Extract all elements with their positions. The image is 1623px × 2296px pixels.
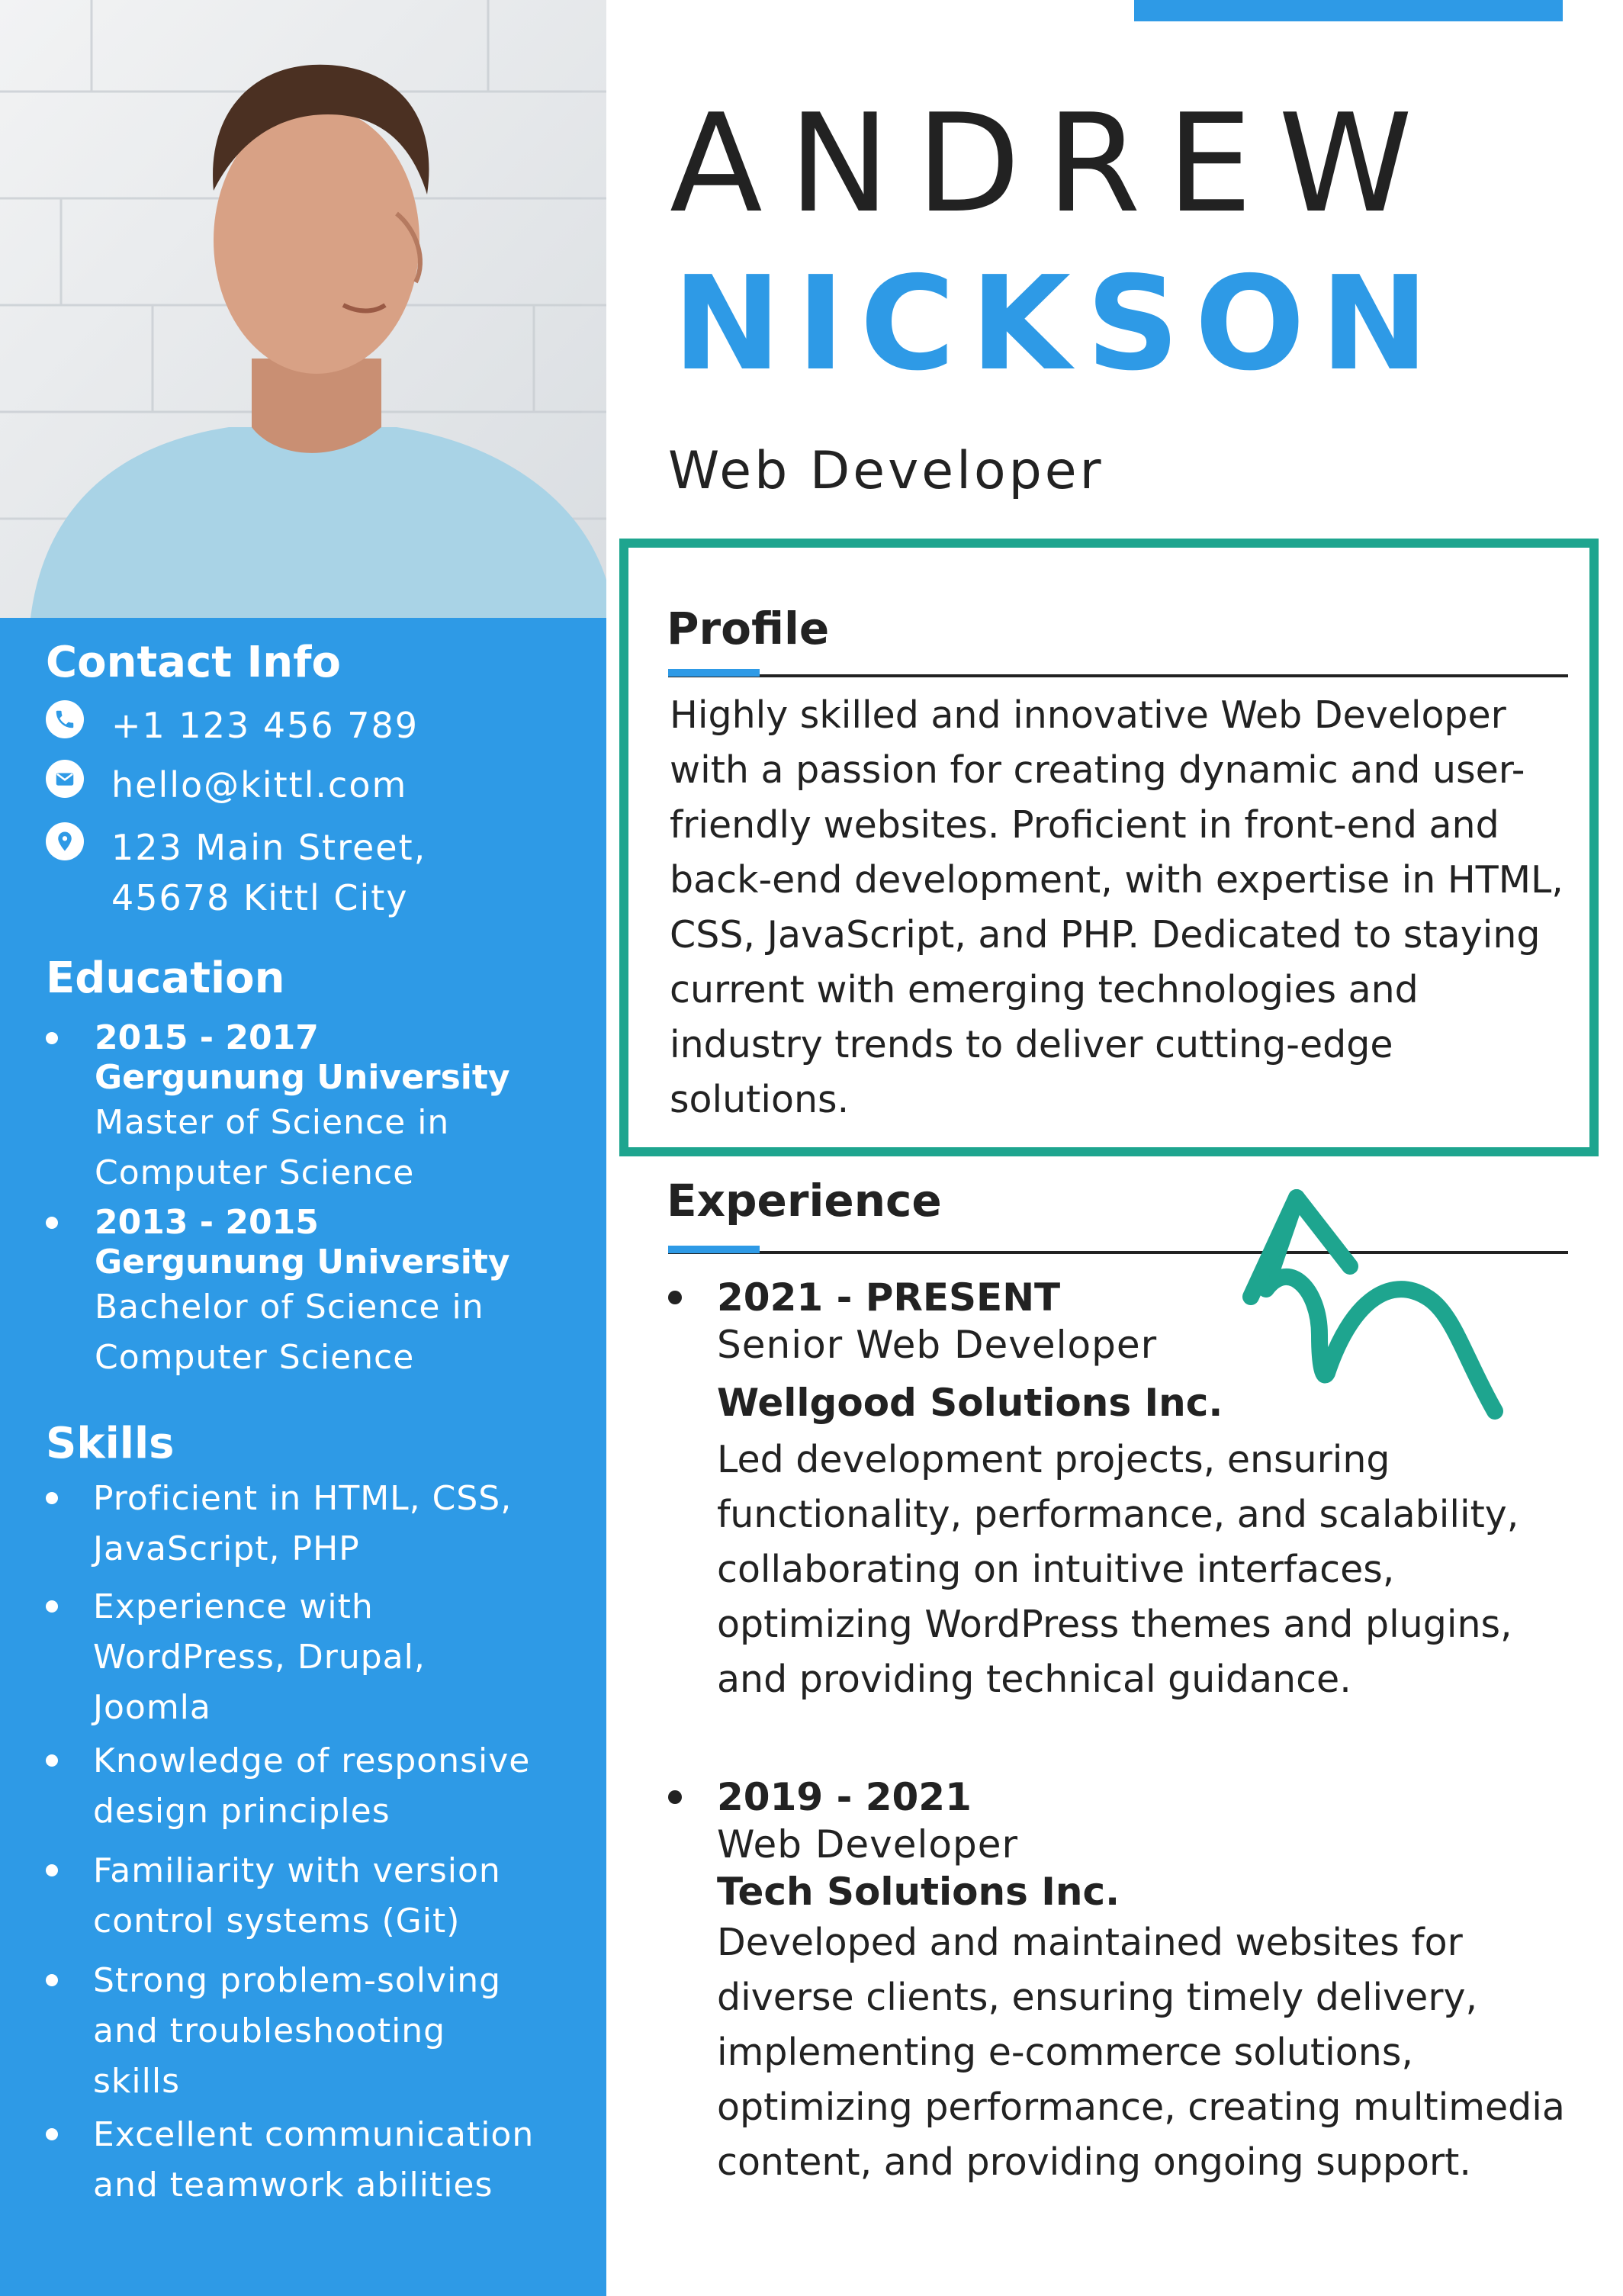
experience-company: Wellgood Solutions Inc.: [717, 1381, 1223, 1425]
address-text: 123 Main Street, 45678 Kittl City: [111, 827, 427, 918]
profile-divider: [668, 674, 1568, 677]
experience-description: Developed and maintained websites for diverse clients, ensuring timely delivery, implementing e-commerce solutions, optimizing performance, creating multimedia content, and providing ongoing support.: [717, 1921, 1565, 2184]
profile-heading: Profile: [667, 603, 830, 654]
bullet: [46, 1974, 58, 1986]
experience-role: Web Developer: [717, 1822, 1019, 1867]
experience-company: Tech Solutions Inc.: [717, 1870, 1120, 1914]
experience-years: 2019 - 2021: [717, 1775, 972, 1819]
education-item: [46, 1203, 580, 1383]
last-name: NICKSON: [673, 249, 1445, 400]
bullet: [46, 1032, 58, 1044]
profile-photo: [0, 0, 606, 618]
email-address: hello@kittl.com: [111, 764, 408, 806]
profile-text: Highly skilled and innovative Web Developer with a passion for creating dynamic and user-friendly websites. Proficient in front-end and back-end development, with expertise in HTML, CSS, JavaScript, and PHP. Dedicated to staying current with emerging technologies and industry trends to deliver cutting-edge solutions.: [670, 693, 1564, 1121]
arrow-annotation-icon: [1236, 1182, 1510, 1426]
phone-number: +1 123 456 789: [111, 705, 419, 746]
education-degree: Master of Science in Computer Science: [95, 1103, 450, 1192]
skill-text: Proficient in HTML, CSS, JavaScript, PHP: [93, 1479, 513, 1568]
experience-divider-accent: [668, 1246, 760, 1253]
experience-item: [668, 1773, 1583, 2190]
bullet: [46, 1864, 58, 1876]
experience-heading: Experience: [667, 1175, 942, 1227]
bullet: [46, 1217, 58, 1229]
experience-years: 2021 - PRESENT: [717, 1275, 1061, 1320]
job-title: Web Developer: [668, 441, 1104, 501]
education-heading: Education: [46, 953, 285, 1003]
location-pin-icon: [46, 822, 84, 860]
education-degree: Bachelor of Science in Computer Science: [95, 1288, 484, 1377]
skill-item: [46, 2110, 580, 2211]
first-name: ANDREW: [670, 85, 1439, 243]
contact-email[interactable]: [46, 760, 407, 810]
email-icon: [46, 760, 84, 798]
experience-role: Senior Web Developer: [717, 1323, 1158, 1367]
bullet: [46, 1600, 58, 1613]
skill-item: [46, 1736, 580, 1837]
bullet: [668, 1291, 682, 1304]
education-years: 2013 - 2015: [95, 1203, 319, 1242]
skill-item: [46, 1582, 580, 1733]
skill-text: Excellent communication and teamwork abilities: [93, 2115, 535, 2204]
skill-text: Experience with WordPress, Drupal, Joomla: [93, 1587, 426, 1727]
skill-item: [46, 1956, 580, 2107]
contact-address: [46, 822, 426, 923]
contact-phone[interactable]: [46, 700, 419, 751]
skill-text: Knowledge of responsive design principles: [93, 1741, 531, 1831]
bullet: [46, 1754, 58, 1767]
education-years: 2015 - 2017: [95, 1018, 319, 1057]
education-school: Gergunung University: [95, 1058, 510, 1097]
bullet: [668, 1790, 682, 1804]
experience-description: Led development projects, ensuring functionality, performance, and scalability, collaborating on intuitive interfaces, optimizing WordPress themes and plugins, and providing technical guidance.: [717, 1438, 1519, 1701]
education-school: Gergunung University: [95, 1243, 510, 1281]
skill-text: Familiarity with version control systems (Git): [93, 1851, 501, 1941]
education-item: [46, 1018, 580, 1198]
skill-item: [46, 1474, 580, 1574]
contact-heading: Contact Info: [46, 638, 341, 687]
bullet: [46, 1492, 58, 1504]
skills-heading: Skills: [46, 1419, 175, 1468]
bullet: [46, 2128, 58, 2140]
skill-text: Strong problem-solving and troubleshooting skills: [93, 1961, 502, 2101]
phone-icon: [46, 700, 84, 738]
profile-divider-accent: [668, 669, 760, 677]
top-accent-bar: [1134, 0, 1563, 21]
sidebar: [0, 0, 606, 2296]
skill-item: [46, 1846, 580, 1947]
